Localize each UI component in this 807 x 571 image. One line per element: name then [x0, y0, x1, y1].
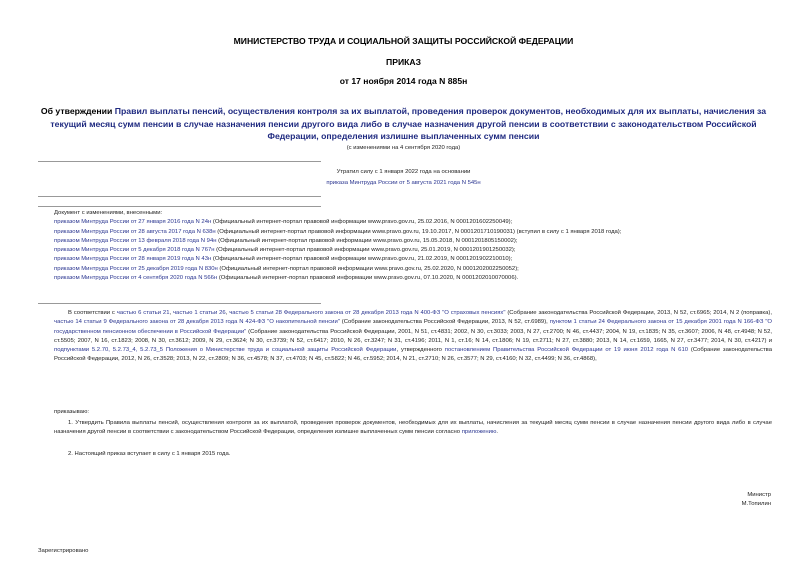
document-title [30, 105, 777, 143]
document-date-number: от 17 ноября 2014 года N 885н [339, 76, 468, 86]
law-link[interactable]: частью 1 статьи 26 [172, 310, 226, 316]
amendment-link[interactable]: приказом Минтруда России от 27 января 2016 года N 24н [54, 219, 212, 226]
law-link[interactable]: частью 6 статьи 21 [116, 310, 170, 316]
preamble-paragraph: В соответствии с частью 6 статьи 21, частью 1 статьи 26, частью 5 статьи 28 Федерального закона от 28 декабря 2013 года N 400-ФЗ "О страховых пенсиях" (Собрание законодательства Российской Федерации, 2013, N 52, ст.6965; 2014, N 2 (поправка), частью 14 статьи 9 Федерального закона от 28 декабря 2013 года N 424-ФЗ "О накопительной пенсии" (Собрание законодательства Российской Федерации, 2013, N 52, ст.6989), пунктом 1 статьи 24 Федерального закона от 15 декабря 2001 года N 166-ФЗ "О государственном пенсионном обеспечении в Российской Федерации" (Собрание законодательства Российской Федерации, 2001, N 51, ст.4831; 2002, N 30, ст.3033; 2003, N 27, ст.2700; N 46, ст.4437; 2004, N 19, ст.1835; N 35, ст.3607; 2006, N 48, ст.4948; N 52, ст.5505; 2007, N 16, ст.1823; 2008, N 30, ст.3612; 2009, N 29, ст.3624; N 30, ст.3739; N 52, ст.6417; 2010, N 26, ст.3247; N 31, ст.4196; 2011, N 1, ст.16; N 14, ст.1806; N 19, ст.2711; N 27, ст.3880; 2013, N 14, ст.1659, 1665, N 27, ст.3477; 2014, N 30, ст.4217) и подпунктами 5.2.70, 5.2.73_4, 5.2.73_5 Положения о Министерстве труда и социальной защиты Российской Федерации, утвержденного постановлением Правительства Российской Федерации от 19 июня 2012 года N 610 (Собрание законодательства Российской Федерации, 2012, N 26, ст.3528; 2013, N 22, ст.2809; N 36, ст.4578; N 37, ст.4703; N 45, ст.5822; N 46, ст.5952; 2014, N 21, ст.2710; N 26, ст.3577; N 29, ст.4160; N 32, ст.4499; N 36, ст.4868), [54, 310, 773, 363]
amendment-link[interactable]: приказом Минтруда России от 28 января 2019 года N 43н [54, 256, 212, 263]
divider [38, 303, 321, 304]
amendment-item [54, 228, 784, 237]
amendment-item [54, 218, 784, 227]
signature-name: М.Топилин [741, 501, 771, 507]
signature-position: Министр [747, 492, 771, 498]
amendments-list [54, 209, 784, 283]
amendment-link[interactable]: приказом Минтруда России от 5 декабря 2018 года N 767н [54, 247, 215, 254]
divider [38, 161, 321, 162]
amendment-source: (Официальный интернет-портал правовой информации www.pravo.gov.ru, 19.10.2017, N 0001201710190031) (вступил в силу с 1 января 2018 года); [215, 228, 622, 235]
amendment-item [54, 274, 784, 283]
divider [38, 206, 321, 207]
amendment-link[interactable]: приказом Минтруда России от 25 декабря 2019 года N 830н [54, 265, 218, 272]
signature-block [742, 491, 771, 509]
title-prefix: Об утверждении [40, 106, 115, 116]
amendment-link[interactable]: приказом Минтруда России от 13 февраля 2018 года N 94н [54, 237, 217, 244]
validity-text: Утратил силу с 1 января 2022 года на основании [336, 169, 471, 175]
law-link[interactable]: подпунктами 5.2.70, 5.2.73_4, 5.2.73_5 Положения о Министерстве труда и социальной защиты Российской Федерации [54, 347, 397, 354]
amendment-link[interactable]: приказом Минтруда России от 28 августа 2017 года N 638н [54, 228, 216, 235]
amendment-source: (Официальный интернет-портал правовой информации www.pravo.gov.ru, 25.02.2016, N 0001201602250049); [211, 219, 513, 226]
law-link[interactable]: частью 5 статьи 28 Федерального закона от 28 декабря 2013 года N 400-ФЗ "О страховых пенсиях" [229, 310, 506, 316]
amendment-source: (Официальный интернет-портал правовой информации www.pravo.gov.ru, 25.01.2019, N 0001201901250032); [214, 247, 516, 254]
amendment-source: (Официальный интернет-портал правовой информации www.pravo.gov.ru, 15.05.2018, N 0001201805150002); [216, 237, 518, 244]
amendment-source: (Официальный интернет-портал правовой информации www.pravo.gov.ru, 07.10.2020, N 0001202010070006). [217, 275, 519, 282]
appendix-link[interactable]: приложению [461, 429, 497, 436]
amendment-item [54, 265, 784, 274]
amendment-source: (Официальный интернет-портал правовой информации www.pravo.gov.ru, 25.02.2020, N 0001202002250052); [217, 265, 519, 272]
amendment-link[interactable]: приказом Минтруда России от 4 сентября 2020 года N 566н [54, 275, 218, 282]
document-type: ПРИКАЗ [386, 57, 421, 67]
law-link[interactable]: постановлением Правительства Российской Федерации от 19 июня 2012 года N 610 [444, 347, 689, 354]
amendment-item [54, 237, 784, 246]
amendment-item [54, 246, 784, 255]
divider [38, 196, 321, 197]
law-link[interactable]: пунктом 1 статьи 24 Федерального закона от 15 декабря 2001 года N 166-ФЗ "О государственном пенсионном обеспечении в Российской Федерации" [54, 319, 772, 335]
order-item-1: 1. Утвердить Правила выплаты пенсий, осуществления контроля за их выплатой, проведения проверок документов, необходимых для их выплаты, начисления за текущий месяц сумм пенсии в случае назначения пенсии другого вида либо в случае назначения другой пенсии в соответствии с законодательством Российской Федерации, определения излишне выплаченных сумм пенсии согласно приложению. [54, 420, 772, 436]
title-rules-link[interactable]: Правил выплаты пенсий, осуществления контроля за их выплатой, проведения проверок документов, необходимых для их выплаты, начисления за текущий месяц сумм пенсии в случае назначения пенсии другого вида либо в случае назначения другой пенсии в соответствии с законодательством Российской Федерации, определения излишне выплаченных сумм пенсии [50, 106, 767, 141]
amendments-heading: Документ с изменениями, внесенными: [54, 210, 163, 216]
amendment-source: (Официальный интернет-портал правовой информации www.pravo.gov.ru, 21.02.2019, N 0001201902210010); [211, 256, 513, 263]
law-link[interactable]: частью 14 статьи 9 Федерального закона от 28 декабря 2013 года N 424-ФЗ "О накопительной пенсии" [54, 319, 340, 326]
order-word: приказываю: [54, 409, 90, 415]
ministry-heading: МИНИСТЕРСТВО ТРУДА И СОЦИАЛЬНОЙ ЗАЩИТЫ РОССИЙСКОЙ ФЕДЕРАЦИИ [233, 36, 574, 46]
order-item-2: 2. Настоящий приказ вступает в силу с 1 января 2015 года. [68, 451, 231, 457]
amendment-item [54, 255, 784, 264]
validity-link[interactable]: приказа Минтруда России от 5 августа 2021 года N 545н [326, 180, 481, 186]
revision-note: (с изменениями на 4 сентября 2020 года) [346, 145, 461, 151]
registered-label: Зарегистрировано [38, 548, 89, 554]
